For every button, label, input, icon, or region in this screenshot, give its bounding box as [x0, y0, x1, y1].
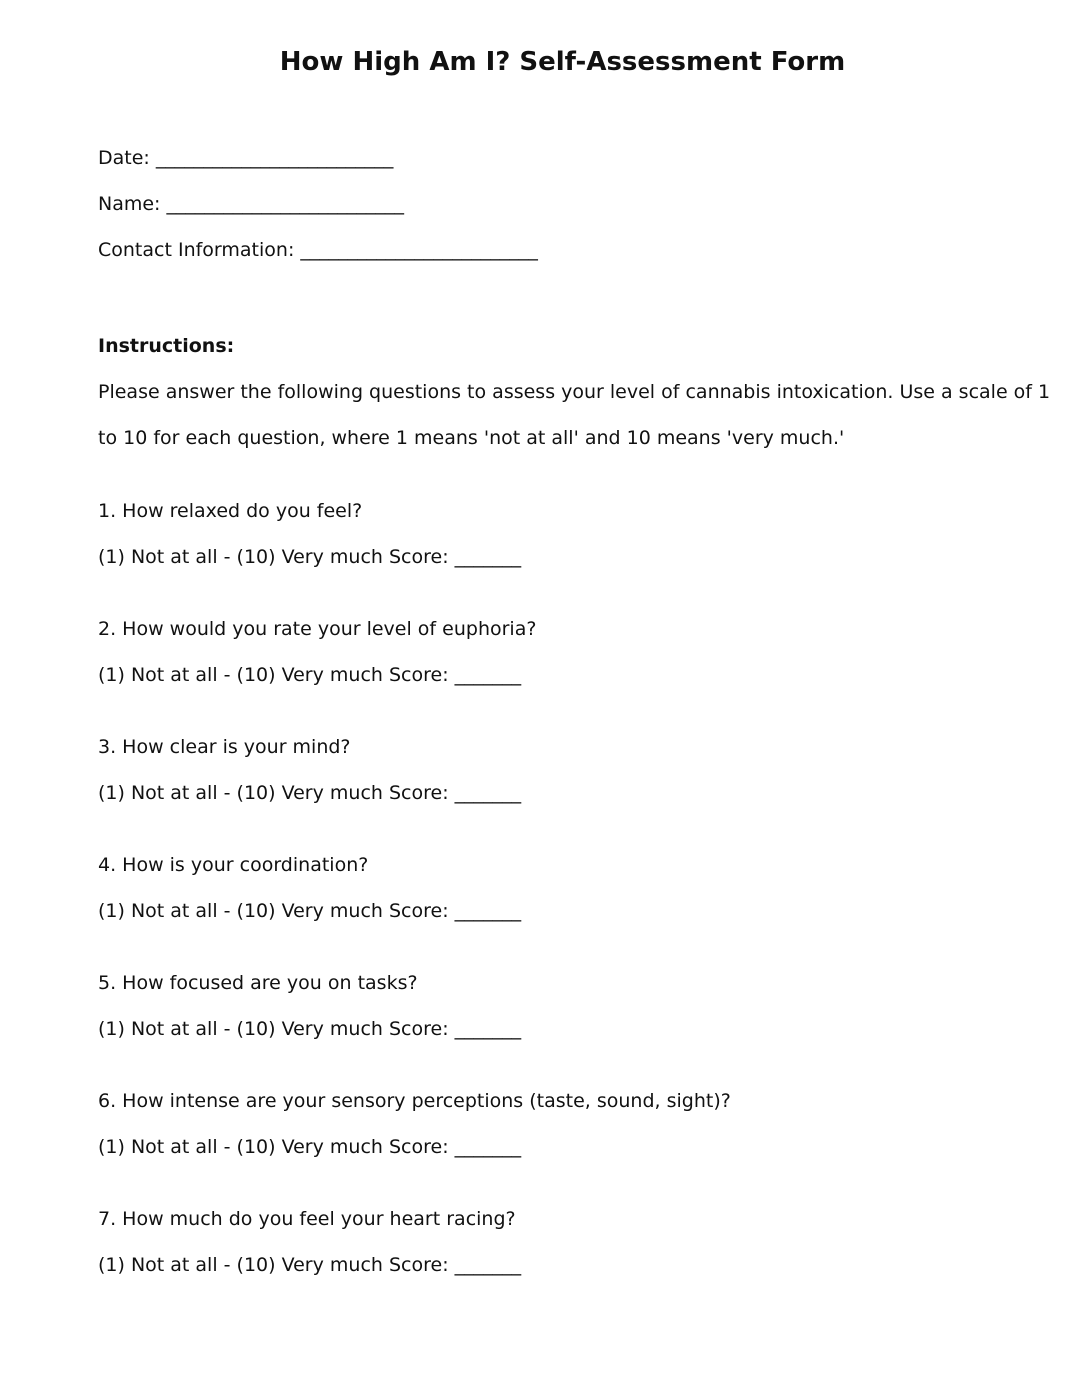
date-blank[interactable]: _________________________ — [155, 147, 394, 169]
name-label: Name: — [98, 193, 161, 215]
question-list — [98, 488, 731, 1314]
question-item — [98, 842, 731, 960]
scale-label: (1) Not at all - (10) Very much Score: — [98, 1254, 449, 1276]
scale-label: (1) Not at all - (10) Very much Score: — [98, 546, 449, 568]
form-title: How High Am I? Self-Assessment Form — [279, 47, 846, 77]
date-field[interactable] — [98, 135, 538, 181]
score-row — [98, 1124, 731, 1170]
score-blank[interactable]: _______ — [454, 664, 522, 686]
question-item — [98, 606, 731, 724]
score-row — [98, 1242, 731, 1288]
contact-blank[interactable]: _________________________ — [300, 239, 538, 261]
score-row — [98, 888, 731, 934]
score-blank[interactable]: _______ — [454, 1018, 522, 1040]
date-label: Date: — [98, 147, 150, 169]
question-text: 4. How is your coordination? — [98, 854, 369, 876]
name-blank[interactable]: _________________________ — [166, 193, 405, 215]
question-item — [98, 724, 731, 842]
scale-label: (1) Not at all - (10) Very much Score: — [98, 664, 449, 686]
score-blank[interactable]: _______ — [454, 1136, 522, 1158]
score-blank[interactable]: _______ — [454, 1254, 522, 1276]
score-blank[interactable]: _______ — [454, 900, 522, 922]
scale-label: (1) Not at all - (10) Very much Score: — [98, 1136, 449, 1158]
name-field[interactable] — [98, 181, 538, 227]
scale-label: (1) Not at all - (10) Very much Score: — [98, 1018, 449, 1040]
score-row — [98, 1006, 731, 1052]
score-blank[interactable]: _______ — [454, 546, 522, 568]
question-text: 3. How clear is your mind? — [98, 736, 351, 758]
question-text: 6. How intense are your sensory perceptions (taste, sound, sight)? — [98, 1090, 731, 1112]
question-text: 2. How would you rate your level of euphoria? — [98, 618, 537, 640]
score-blank[interactable]: _______ — [454, 782, 522, 804]
question-item — [98, 1078, 731, 1196]
score-row — [98, 652, 731, 698]
question-text: 5. How focused are you on tasks? — [98, 972, 418, 994]
personal-info-fields — [98, 135, 538, 273]
scale-label: (1) Not at all - (10) Very much Score: — [98, 782, 449, 804]
scale-label: (1) Not at all - (10) Very much Score: — [98, 900, 449, 922]
score-row — [98, 770, 731, 816]
instructions-line-1: Please answer the following questions to assess your level of cannabis intoxication. Use a scale of 1 — [98, 381, 1051, 403]
question-text: 7. How much do you feel your heart racing? — [98, 1208, 516, 1230]
question-item — [98, 960, 731, 1078]
question-item — [98, 1196, 731, 1314]
instructions-section — [98, 323, 1050, 461]
contact-field[interactable] — [98, 227, 538, 273]
question-item — [98, 488, 731, 606]
score-row — [98, 534, 731, 580]
instructions-line-2: to 10 for each question, where 1 means 'not at all' and 10 means 'very much.' — [98, 427, 845, 449]
instructions-heading: Instructions: — [98, 335, 235, 357]
contact-label: Contact Information: — [98, 239, 295, 261]
question-text: 1. How relaxed do you feel? — [98, 500, 363, 522]
